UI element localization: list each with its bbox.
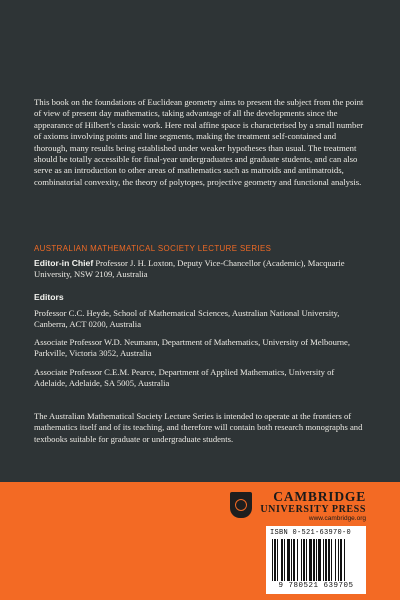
publisher-logo	[260, 490, 366, 522]
series-title: AUSTRALIAN MATHEMATICAL SOCIETY LECTURE SERIES	[34, 244, 272, 253]
publisher-url: www.cambridge.org	[308, 515, 366, 522]
editors-heading: Editors	[34, 292, 64, 302]
editor-entry: Associate Professor C.E.M. Pearce, Department of Applied Mathematics, University of Adelaide, Adelaide, SA 5005, Australia	[34, 367, 335, 389]
isbn-text: ISBN 0-521-63970-0	[270, 529, 352, 537]
barcode	[266, 526, 366, 594]
editor-in-chief	[34, 258, 368, 281]
editor-in-chief-name: Professor J. H. Loxton, Deputy Vice-Chancellor (Academic), Macquarie University, NSW 2109, Australia	[34, 258, 345, 280]
book-blurb: This book on the foundations of Euclidean geometry aims to present the subject from the point of view of present day mathematics, taking advantage of all the developments since the appearance of Hilbert’s classic work. Here real affine space is characterised by a small number of axioms involving points and line segments, making the treatment self-contained and thorough, many results being established under weaker hypotheses than usual. The treatment should be totally accessible for final-year undergraduates and graduate students, and can also serve as an introduction to other areas of mathematics such as matroids and antimatroids, combinatorial convexity, the theory of polytopes, projective geometry and functional analysis.	[34, 97, 364, 187]
series-description: The Australian Mathematical Society Lecture Series is intended to operate at the frontiers of mathematics itself and of its teaching, and therefore will contain both research monographs and textbooks suitable for graduate or undergraduate students.	[34, 411, 363, 444]
editor-in-chief-label: Editor-in Chief	[34, 258, 94, 268]
editor-entry: Associate Professor W.D. Neumann, Department of Mathematics, University of Melbourne, Parkville, Victoria 3052, Australia	[34, 337, 350, 359]
editor-entry: Professor C.C. Heyde, School of Mathematical Sciences, Australian National University, Canberra, ACT 0200, Australia	[34, 308, 340, 330]
cambridge-crest-icon	[230, 492, 252, 518]
barcode-digits: 9 780521 639705	[278, 582, 354, 590]
barcode-bars-icon	[272, 539, 360, 581]
publisher-press: UNIVERSITY PRESS	[260, 504, 366, 515]
publisher-name: CAMBRIDGE	[273, 489, 366, 504]
